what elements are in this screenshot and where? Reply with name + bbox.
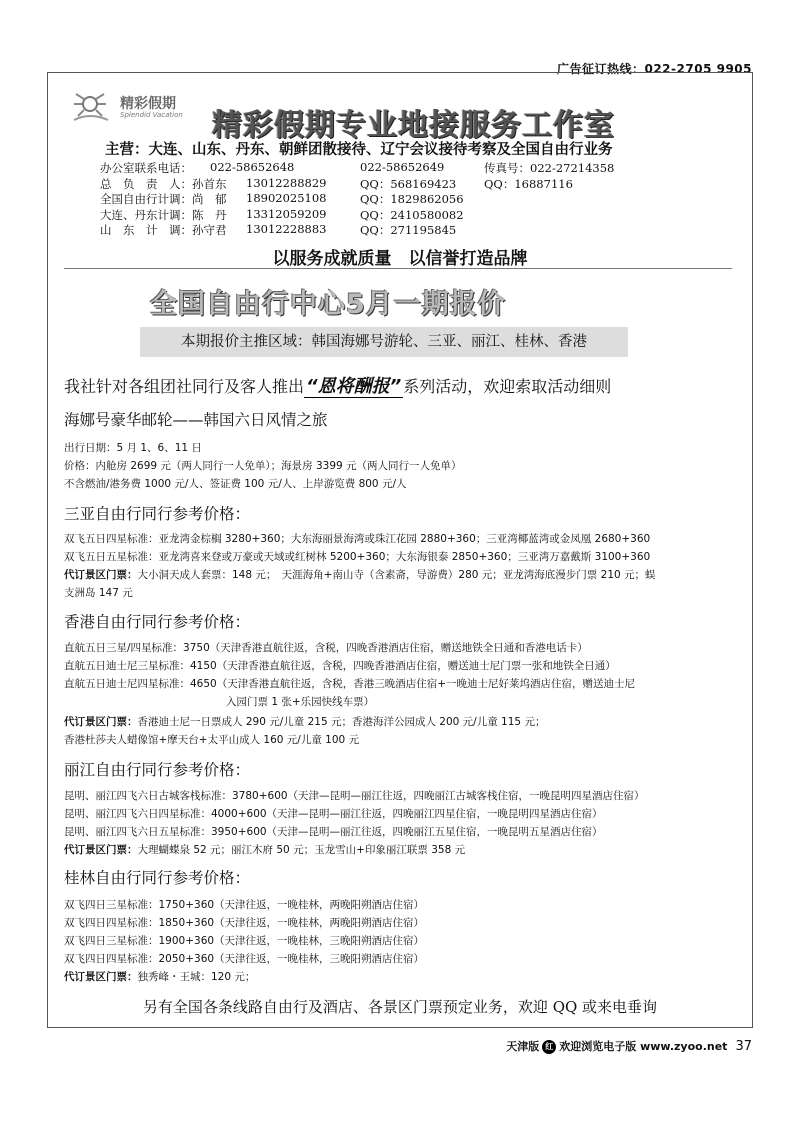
list-item: 昆明、丽江四飞六日古城客栈标准：3780+600（天津—昆明—丽江往返，四晚丽江古城客栈住宿，一晚昆明四星酒店住宿）	[64, 790, 645, 802]
list-item: 双飞四日四星标准：1850+360（天津往返，一晚桂林，两晚阳朔酒店住宿）	[64, 917, 425, 929]
ad-hotline: 广告征订热线：022-2705 9905	[556, 62, 752, 76]
list-item: 双飞五日五星标准：亚龙湾喜来登或万豪或天域或红树林 5200+360；大东海银泰 2850+360；三亚湾万嘉戴斯 3100+360	[64, 551, 651, 563]
list-item: 代订景区门票：独秀峰・王城：120 元；	[64, 971, 256, 983]
list-item: 香港杜莎夫人蜡像馆+摩天台+太平山成人 160 元/儿童 100 元	[64, 734, 360, 746]
list-item: 昆明、丽江四飞六日四星标准：4000+600（天津—昆明—丽江往返，四晚丽江四星住宿，一晚昆明四星酒店住宿）	[64, 808, 603, 820]
list-item: 双飞四日四星标准：2050+360（天津往返，一晚桂林，三晚阳朔酒店住宿）	[64, 953, 425, 965]
list-item: 支洲岛 147 元	[64, 587, 133, 599]
list-item: 双飞五日四星标准：亚龙湾金棕榈 3280+360；大东海丽景海湾或珠江花园 2880+360；三亚湾椰蓝湾或金凤凰 2680+360	[64, 533, 651, 545]
section-title-sanya: 三亚自由行同行参考价格：	[64, 505, 251, 523]
list-item: 直航五日三星/四星标准：3750（天津香港直航往返，含税，四晚香港酒店住宿，赠送地铁全日通和香港电话卡）	[64, 642, 588, 654]
logo-wordmark: 精彩假期	[120, 96, 176, 112]
footer-note: 另有全国各条线路自由行及酒店、各景区门票预定业务，欢迎 QQ 或来电垂询	[142, 998, 658, 1016]
list-item: 价格：内舱房 2699 元（两人同行一人免单）；海景房 3399 元（两人同行一人免单）	[64, 460, 462, 472]
list-item: 双飞四日三星标准：1900+360（天津往返，一晚桂林，三晚阳朔酒店住宿）	[64, 935, 425, 947]
list-item: 双飞四日三星标准：1750+360（天津往返，一晚桂林，两晚阳朔酒店住宿）	[64, 899, 425, 911]
list-item: 代订景区门票：大理蝴蝶泉 52 元；丽江木府 50 元；玉龙雪山+印象丽江联票 358 元	[64, 844, 466, 856]
page-footer: 天津版 红 欢迎浏览电子版 www.zyoo.net 37	[506, 1039, 752, 1054]
list-item: 昆明、丽江四飞六日五星标准：3950+600（天津—昆明—丽江往返，四晚丽江五星住宿，一晚昆明五星酒店住宿）	[64, 826, 603, 838]
slogan: 以服务成就质量 以信誉打造品牌	[272, 249, 528, 269]
list-item: 直航五日迪士尼三星标准：4150（天津香港直航往返，含税，四晚香港酒店住宿，赠送迪士尼门票一张和地铁全日通）	[64, 660, 616, 672]
list-item: 直航五日迪士尼四星标准：4650（天津香港直航往返，含税，香港三晚酒店住宿+一晚迪士尼好莱坞酒店住宿，赠送迪士尼	[64, 678, 636, 690]
studio-title: 精彩假期专业地接服务工作室	[212, 108, 615, 143]
business-scope: 主营：大连、山东、丹东、朝鲜团散接待、辽宁会议接待考察及全国自由行业务	[105, 142, 613, 158]
list-item: 代订景区门票：大小洞天成人套票：148 元； 天涯海角+南山寺（含素斋，导游费）280 元；亚龙湾海底漫步门票 210 元；蜈	[64, 569, 656, 581]
list-item: 入园门票 1 张+乐园快线车票）	[226, 696, 375, 708]
featured-regions: 本期报价主推区域：韩国海娜号游轮、三亚、丽江、桂林、香港	[140, 327, 628, 357]
divider	[64, 268, 732, 269]
section-title-guilin: 桂林自由行同行参考价格：	[64, 869, 251, 887]
page-number: 37	[735, 1039, 752, 1054]
promo-line: 我社针对各组团社同行及客人推出 “恩将酬报” 系列活动，欢迎索取活动细则	[64, 376, 612, 397]
red-badge-icon: 红	[542, 1040, 556, 1054]
section-title-hongkong: 香港自由行同行参考价格：	[64, 613, 251, 631]
section-title-lijiang: 丽江自由行同行参考价格：	[64, 761, 251, 779]
list-item: 不含燃油/港务费 1000 元/人、签证费 100 元/人、上岸游览费 800 元/人	[64, 478, 407, 490]
list-item: 出行日期：5 月 1、6、11 日	[64, 442, 202, 454]
list-item: 代订景区门票：香港迪士尼一日票成人 290 元/儿童 215 元；香港海洋公园成人 200 元/儿童 115 元；	[64, 716, 546, 728]
price-list-title: 全国自由行中心5月一期报价	[150, 289, 506, 320]
promo-campaign-name: “恩将酬报”	[306, 376, 402, 397]
section-title-cruise: 海娜号豪华邮轮——韩国六日风情之旅	[64, 411, 328, 429]
logo-subtitle: Splendid Vacation	[120, 111, 183, 119]
